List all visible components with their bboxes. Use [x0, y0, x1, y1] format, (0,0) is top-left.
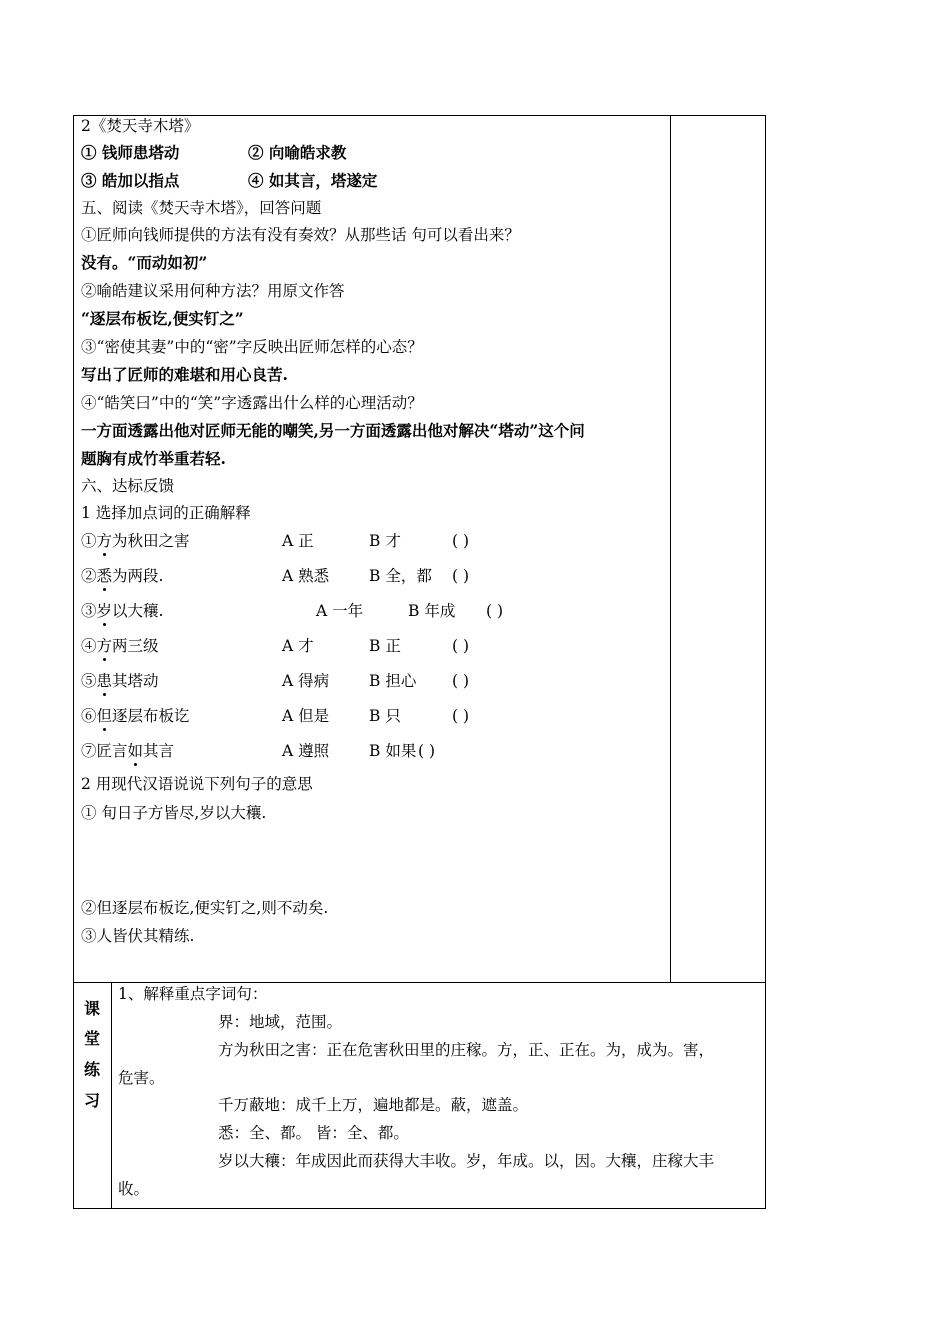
step-4: ④ 如其言，塔遂定	[248, 171, 378, 190]
choice-b: B 担心	[369, 672, 417, 690]
step-2: ② 向喻皓求教	[248, 143, 347, 162]
choice-a: A 但是	[282, 707, 330, 725]
choice-word: ⑦匠言如其言	[81, 742, 175, 760]
answer-blank: ( )	[452, 637, 470, 655]
choice-b: B 正	[369, 637, 401, 655]
answer-blank: ( )	[452, 707, 470, 725]
question-1: ①匠师向钱师提供的方法有没有奏效？从那些话 句可以看出来？	[81, 226, 520, 244]
choice-a: A 一年	[316, 602, 364, 620]
section-5-title: 五、阅读《焚天寺木塔》，回答问题	[81, 199, 322, 217]
answer-blank: ( )	[452, 567, 470, 585]
exercise-line-2: 方为秋田之害：正在危害秋田里的庄稼。方，正、正在。为，成为。害，	[218, 1041, 715, 1059]
choice-a: A 正	[282, 532, 314, 550]
sentence-2: ②但逐层布板讫,便实钉之,则不动矣.	[81, 899, 329, 917]
exercise-title: 1、解释重点字词句：	[118, 985, 268, 1003]
exercise-line-2-cont: 危害。	[118, 1069, 165, 1087]
side-label-char: 练	[83, 1060, 100, 1079]
section-6-title: 六、达标反馈	[81, 477, 175, 495]
exercise-line-5-cont: 收。	[118, 1180, 150, 1198]
answer-2: “逐层布板讫,便实钉之”	[81, 309, 244, 328]
choice-b: B 如果	[369, 742, 417, 760]
answer-blank: ( )	[452, 672, 470, 690]
choice-a: A 熟悉	[282, 567, 330, 585]
exercise-line-4: 悉：全、都。 皆：全、都。	[218, 1124, 409, 1142]
row-divider	[73, 982, 766, 983]
sentence-3: ③人皆伏其精练.	[81, 927, 195, 945]
choice-word: ④方两三级	[81, 637, 159, 655]
part-1-title: 1 选择加点词的正确解释	[81, 504, 251, 522]
question-3: ③“密使其妻”中的“密”字反映出匠师怎样的心态？	[81, 338, 423, 356]
answer-3: 写出了匠师的难堪和用心良苦.	[81, 365, 288, 384]
sentence-1: ① 旬日子方皆尽,岁以大穰.	[81, 804, 267, 822]
side-label-char: 课	[83, 999, 100, 1018]
step-1: ① 钱师患塔动	[81, 143, 180, 162]
answer-1: 没有。“而动如初”	[81, 253, 208, 272]
question-4: ④“皓笑曰”中的“笑”字透露出什么样的心理活动？	[81, 394, 423, 412]
choice-word: ②悉为两段.	[81, 567, 164, 585]
step-3: ③ 皓加以指点	[81, 171, 180, 190]
exercise-line-5: 岁以大穰：年成因此而获得大丰收。岁，年成。以，因。大穰，庄稼大丰	[218, 1152, 715, 1170]
text-heading: 2《焚天寺木塔》	[81, 117, 200, 135]
part-2-title: 2 用现代汉语说说下列句子的意思	[81, 775, 313, 793]
choice-a: A 遵照	[282, 742, 330, 760]
choice-word: ⑤患其塔动	[81, 672, 159, 690]
answer-4-line-2: 题胸有成竹举重若轻.	[81, 449, 226, 468]
choice-a: A 得病	[282, 672, 330, 690]
choice-b: B 只	[369, 707, 401, 725]
choice-b: B 全，都	[369, 567, 432, 585]
choice-a: A 才	[282, 637, 314, 655]
choice-word: ③岁以大穰.	[81, 602, 164, 620]
answer-4-line-1: 一方面透露出他对匠师无能的嘲笑,另一方面透露出他对解决“塔动”这个问	[81, 421, 585, 440]
choice-b: B 才	[369, 532, 401, 550]
question-2: ②喻皓建议采用何种方法？用原文作答	[81, 282, 345, 300]
choice-word: ⑥但逐层布板讫	[81, 707, 190, 725]
answer-blank: ( )	[452, 532, 470, 550]
lower-left-divider	[111, 982, 112, 1209]
exercise-line-3: 千万蔽地：成千上万，遍地都是。蔽，遮盖。	[218, 1096, 529, 1114]
side-label-char: 习	[83, 1091, 100, 1110]
upper-right-divider	[670, 115, 671, 983]
exercise-line-1: 界：地域，范围。	[218, 1013, 343, 1031]
side-label-char: 堂	[83, 1029, 100, 1048]
answer-blank: ( )	[486, 602, 504, 620]
answer-blank: ( )	[418, 742, 436, 760]
choice-word: ①方为秋田之害	[81, 532, 190, 550]
choice-b: B 年成	[408, 602, 456, 620]
